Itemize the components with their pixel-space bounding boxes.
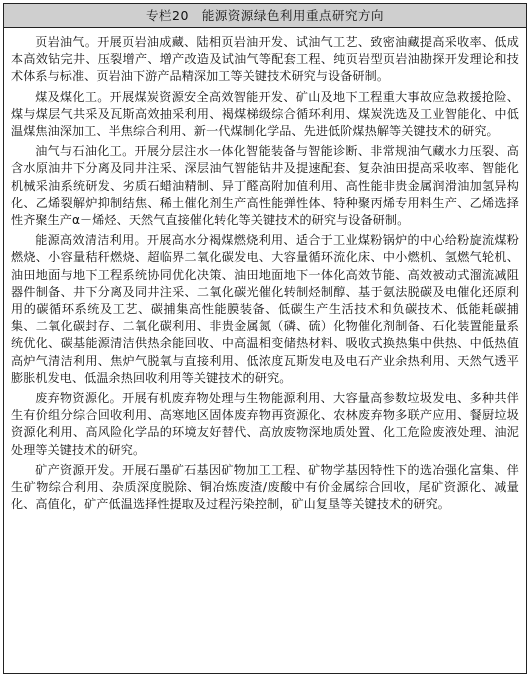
paragraph-shale-oil-gas: 页岩油气。开展页岩油成藏、陆相页岩油开发、试油气工艺、致密油藏提高采收率、低成本高效钻完井、压裂增产、增产改造及试油气等配套工程、纯页岩型页岩油勘探开发理论和技术体系与标准、页岩油下游产品精深加工等关键技术研究与设备研制。 — [11, 35, 519, 84]
paragraph-mineral-development: 矿产资源开发。开展石墨矿石基因矿物加工工程、矿物学基因特性下的选冶强化富集、伴生矿物综合利用、杂质深度脱除、铜冶炼废渣/废酸中有价金属综合回收，尾矿资源化、减量化、高值化，矿产低温选择性提取及过程污染控制，矿山复垦等关键技术的研究。 — [11, 462, 519, 512]
box-title: 专栏20 能源资源绿色利用重点研究方向 — [4, 4, 526, 28]
paragraph-waste-recycling: 废弃物资源化。开展有机废弃物处理与生物能源利用、大容量高参数垃圾发电、多种共伴生有价组分综合回收利用、高寒地区固体废弃物再资源化、农林废弃物多联产应用、餐厨垃圾资源化利用、高风险化学品的环境友好替代、高放废物深地质处置、化工危险废液处理、油泥处理等关键技术的研究。 — [11, 391, 519, 457]
topic-box — [3, 3, 527, 674]
box-content — [4, 28, 526, 513]
paragraph-coal-chemical: 煤及煤化工。开展煤炭资源安全高效智能开发、矿山及地下工程重大事故应急救援抢险、煤与煤层气共采及瓦斯高效抽采利用、褐煤梯级综合循环利用、煤炭洗选及工业智能化、中低温煤焦油深加工、半焦综合利用、新一代煤制化学品、先进低阶煤热解等关键技术的研究。 — [11, 89, 519, 139]
paragraph-oil-gas-petrochemical: 油气与石油化工。开展分层注水一体化智能装备与智能诊断、非常规油气藏水力压裂、高含水原油井下分离及同井注采、深层油气智能钻井及提速配套、复杂油田提高采收率、智能化机械采油系统研发、劣质石蜡油精制、异丁醛高附加值利用、高性能非贵金属润滑油加氢异构化、乙烯裂解炉抑制结焦、稀土催化剂生产高性能弹性体、特种聚丙烯专用料生产、乙烯选择性齐聚生产α－烯烃、天然气直接催化转化等关键技术的研究与设备研制。 — [11, 144, 519, 228]
paragraph-clean-energy-use: 能源高效清洁利用。开展高水分褐煤燃烧利用、适合于工业煤粉锅炉的中心给粉旋流煤粉燃烧、小容量秸秆燃烧、超临界二氧化碳发电、大容量循环流化床、中小燃机、氢燃气轮机、油田地面与地下工程系统协同优化决策、油田地面地下一体化高效节能、高效被动式溜流减阻器件制备、井下分离及同井注采、二氧化碳光催化转制烃制醇、基于氨法脱碳及电催化还原利用的碳循环系统及工艺、碳捕集高性能膜装备、低碳生产生活技术和负碳技术、低能耗碳捕集、二氧化碳封存、二氧化碳利用、非贵金属氮（磷、硫）化物催化剂制备、石化装置能量系统优化、碳基能源清洁供热余能回收、中高温相变储热材料、吸收式换热集中供热、中低热值高炉气清洁利用、焦炉气脱氧与直接利用、低浓度瓦斯发电及电石产业余热利用、天然气透平膨胀机发电、低温余热回收利用等关键技术的研究。 — [11, 233, 519, 385]
